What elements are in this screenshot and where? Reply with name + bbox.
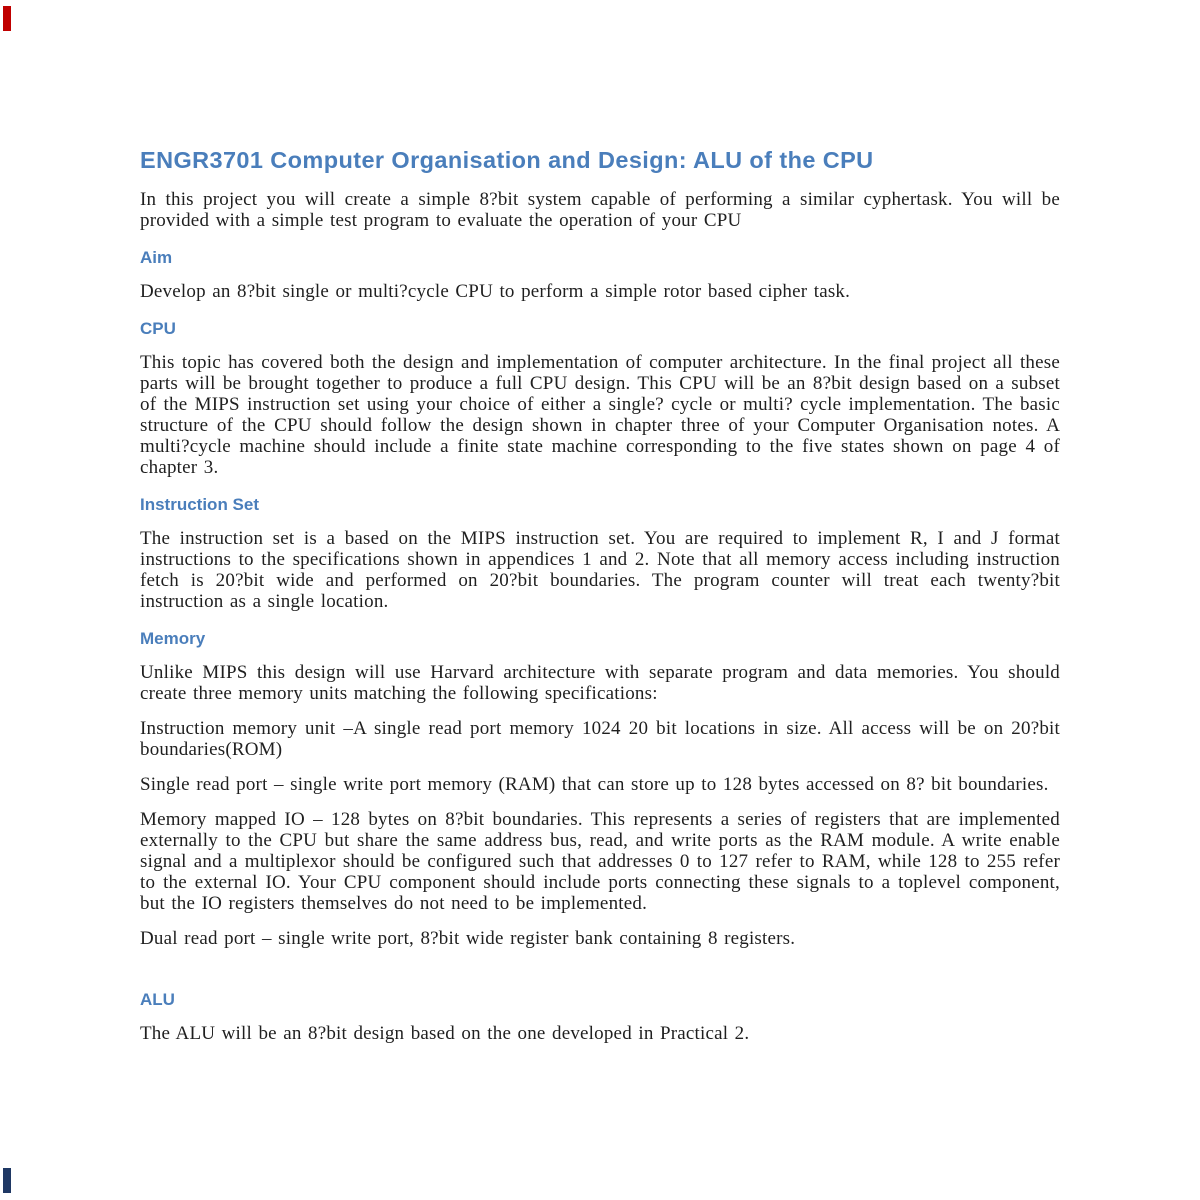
bottom-left-navy-mark — [3, 1168, 11, 1193]
intro-paragraph: In this project you will create a simple 8?bit system capable of performing a similar cyphertask. You will be provided with a simple test program to evaluate the operation of your CPU — [140, 189, 1060, 231]
top-left-red-mark — [3, 6, 11, 31]
aim-paragraph: Develop an 8?bit single or multi?cycle CPU to perform a simple rotor based cipher task. — [140, 281, 851, 302]
instruction-set-paragraph: The instruction set is a based on the MIPS instruction set. You are required to implement R, I and J format instructions to the specifications shown in appendices 1 and 2. Note that all memory access including instruction fetch is 20?bit wide and performed on 20?bit boundaries. The program counter will treat each twenty?bit instruction as a single location. — [140, 528, 1060, 612]
document-content — [140, 147, 1060, 1058]
section-heading-aim: Aim — [140, 248, 173, 267]
memory-overview-paragraph: Unlike MIPS this design will use Harvard architecture with separate program and data memories. You should create three memory units matching the following specifications: — [140, 662, 1060, 704]
memory-register-bank-paragraph: Dual read port – single write port, 8?bit wide register bank containing 8 registers. — [140, 928, 796, 949]
section-heading-memory: Memory — [140, 629, 206, 648]
alu-paragraph: The ALU will be an 8?bit design based on the one developed in Practical 2. — [140, 1023, 750, 1044]
document-title: ENGR3701 Computer Organisation and Design: ALU of the CPU — [140, 147, 874, 173]
section-heading-alu: ALU — [140, 990, 175, 1009]
cpu-paragraph: This topic has covered both the design and implementation of computer architecture. In the final project all these parts will be brought together to produce a full CPU design. This CPU will be an 8?bit design based on a subset of the MIPS instruction set using your choice of either a single? cycle or multi? cycle implementation. The basic structure of the CPU should follow the design shown in chapter three of your Computer Organisation notes. A multi?cycle machine should include a finite state machine corresponding to the five states shown on page 4 of chapter 3. — [140, 352, 1060, 478]
memory-mapped-io-paragraph: Memory mapped IO – 128 bytes on 8?bit boundaries. This represents a series of registers that are implemented externally to the CPU but share the same address bus, read, and write ports as the RAM module. A write enable signal and a multiplexor should be configured such that addresses 0 to 127 refer to RAM, while 128 to 255 refer to the external IO. Your CPU component should include ports connecting these signals to a toplevel component, but the IO registers themselves do not need to be implemented. — [140, 809, 1060, 914]
section-heading-instruction-set: Instruction Set — [140, 495, 260, 514]
memory-ram-paragraph: Single read port – single write port memory (RAM) that can store up to 128 bytes accessed on 8? bit boundaries. — [140, 774, 1049, 795]
memory-instruction-unit-paragraph: Instruction memory unit –A single read port memory 1024 20 bit locations in size. All access will be on 20?bit boundaries(ROM) — [140, 718, 1060, 760]
section-heading-cpu: CPU — [140, 319, 176, 338]
